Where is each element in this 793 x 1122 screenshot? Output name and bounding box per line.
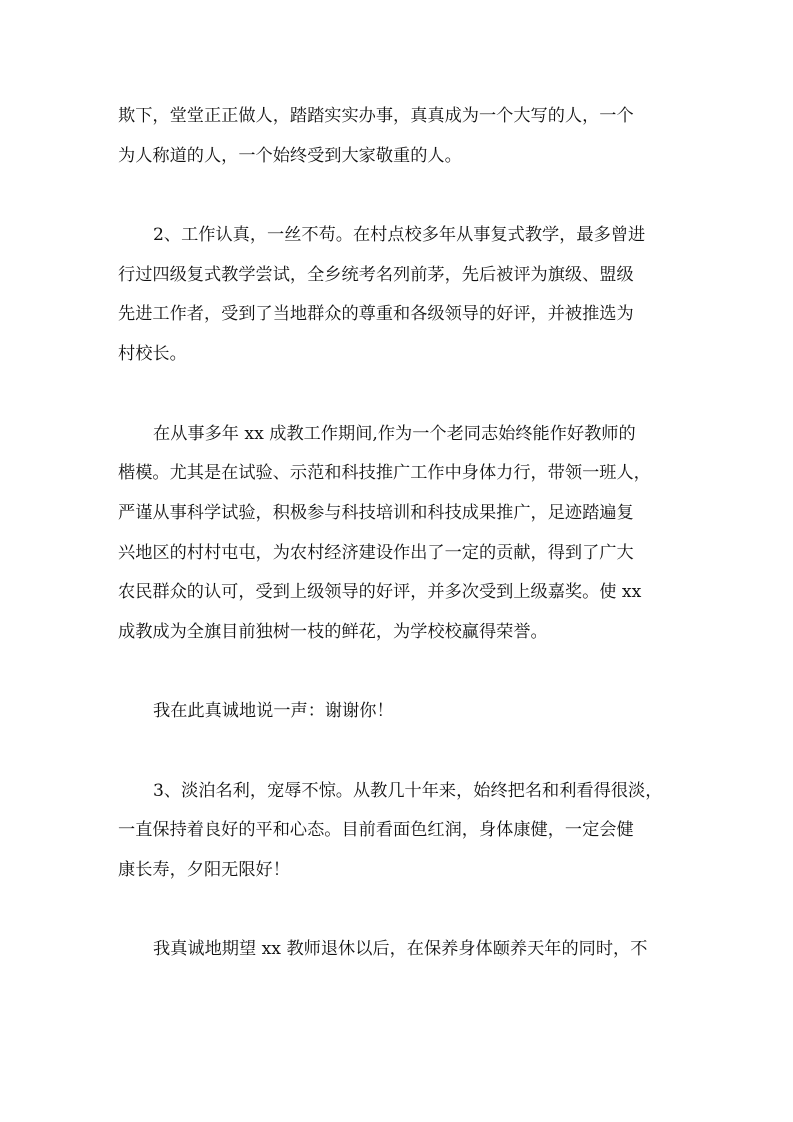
paragraph-gap [118,891,680,931]
paragraph-thanks [118,692,680,732]
text-line: 成教成为全旗目前独树一枝的鲜花，为学校校赢得荣誉。 [118,621,548,642]
paragraph-gap [118,176,680,216]
text-line: 康长寿，夕阳无限好！ [118,860,290,881]
text-line: 欺下，堂堂正正做人，踏踏实实办事，真真成为一个大写的人，一个 [118,106,634,126]
text-line: 农民群众的认可，受到上级领导的好评，并多次受到上级嘉奖。使 xx [118,582,642,603]
text-line: 2、工作认真，一丝不苟。在村点校多年从事复式教学，最多曾进 [153,225,646,246]
paragraph-gap [118,732,680,772]
text-line: 我在此真诚地说一声：谢谢你！ [153,701,394,722]
text-line: 严谨从事科学试验，积极参与科技培训和科技成果推广，足迹踏遍复 [118,502,634,523]
text-line: 一直保持着良好的平和心态。目前看面色红润，身体康健，一定会健 [118,820,634,841]
text-line: 3、淡泊名利，宠辱不惊。从教几十年来，始终把名和利看得很淡， [153,780,663,801]
text-line: 楷模。尤其是在试验、示范和科技推广工作中身体力行，带领一班人， [118,463,651,484]
paragraph-gap [118,653,680,693]
text-line: 为人称道的人，一个始终受到大家敬重的人。 [118,145,462,166]
paragraph-retirement-wish [118,930,680,970]
text-line: 行过四级复式教学尝试，全乡统考名列前茅，先后被评为旗级、盟级 [118,264,634,285]
text-line: 先进工作者，受到了当地群众的尊重和各级领导的好评，并被推选为 [118,304,634,325]
paragraph-gap [118,375,680,415]
paragraph-work-diligent [118,216,680,375]
text-line: 在从事多年 xx 成教工作期间,作为一个老同志始终能作好教师的 [153,423,636,444]
paragraph-indifferent-to-fame [118,772,680,891]
text-line: 村校长。 [118,344,187,365]
paragraph-adult-education [118,415,680,653]
paragraph-continuation [118,97,680,176]
text-line: 我真诚地期望 xx 教师退休以后，在保养身体颐养天年的同时，不 [153,939,648,960]
document-body [118,97,680,970]
text-line: 兴地区的村村屯屯，为农村经济建设作出了一定的贡献，得到了广大 [118,542,634,563]
